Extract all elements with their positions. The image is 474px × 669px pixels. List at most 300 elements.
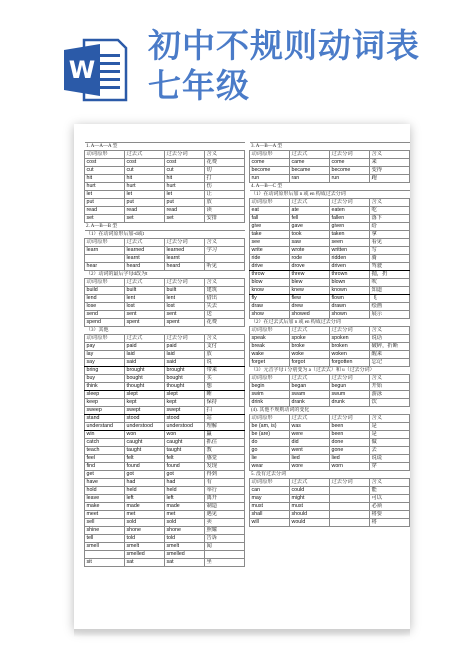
table-row [250,263,410,271]
past-tense-cell: swam [290,391,330,399]
past-participle-cell: met [165,511,205,519]
past-participle-cell: said [165,359,205,367]
past-tense-cell: drove [290,263,330,271]
past-tense-cell: learnt [125,255,165,263]
past-participle-cell: stood [165,415,205,423]
base-form-cell: build [85,287,125,295]
base-form-cell: 动词原形 [250,327,290,335]
base-form-cell: hold [85,487,125,495]
base-form-cell: 动词原形 [85,151,125,159]
meaning-cell: 将 [370,519,410,527]
past-tense-cell: 过去式 [125,279,165,287]
base-form-cell: give [250,223,290,231]
past-tense-cell: met [125,511,165,519]
meaning-cell: 支付 [205,343,245,351]
section-heading-text: 4. A—B—C 型 [250,183,410,191]
past-tense-cell: swept [125,407,165,415]
meaning-cell: 制造 [205,503,245,511]
past-tense-cell: left [125,495,165,503]
past-participle-cell: won [165,431,205,439]
base-form-cell: draw [250,303,290,311]
past-tense-cell: blew [290,279,330,287]
base-form-cell: cost [85,159,125,167]
verb-table-left [84,142,245,567]
section-heading [250,183,410,191]
past-participle-cell: hurt [165,183,205,191]
table-row [85,303,245,311]
table-row [250,431,410,439]
base-form-cell: meet [85,511,125,519]
table-row [85,287,245,295]
base-form-cell: be (are) [250,431,290,439]
past-participle-cell: 过去分词 [165,151,205,159]
past-tense-cell: ate [290,207,330,215]
past-tense-cell: felt [125,455,165,463]
cover-header [0,0,474,120]
base-form-cell: drive [250,263,290,271]
past-tense-cell: knew [290,287,330,295]
past-tense-cell: did [290,439,330,447]
base-form-cell: tell [85,535,125,543]
table-row [85,487,245,495]
table-row [85,535,245,543]
table-row [85,311,245,319]
past-tense-cell: shone [125,527,165,535]
past-tense-cell: read [125,207,165,215]
past-tense-cell: put [125,199,165,207]
section-heading-text: 3. A—B—A 型 [250,143,410,151]
base-form-cell: lend [85,295,125,303]
base-form-cell: send [85,311,125,319]
base-form-cell: 动词原形 [250,415,290,423]
meaning-cell: 卖 [205,519,245,527]
meaning-cell: 游泳 [370,391,410,399]
past-participle-cell: read [165,207,205,215]
table-row [85,463,245,471]
past-participle-cell: drunk [330,399,370,407]
base-form-cell: bring [85,367,125,375]
table-row [250,167,410,175]
meaning-cell: 花费 [205,159,245,167]
past-participle-cell: lied [330,455,370,463]
past-participle-cell: seen [330,239,370,247]
past-participle-cell: done [330,439,370,447]
past-participle-cell: left [165,495,205,503]
base-form-cell: catch [85,439,125,447]
past-participle-cell: hit [165,175,205,183]
past-tense-cell: thought [125,383,165,391]
meaning-cell: 切 [205,167,245,175]
base-form-cell: put [85,199,125,207]
past-participle-cell: 过去分词 [165,279,205,287]
past-tense-cell: cut [125,167,165,175]
meaning-cell: 离开 [205,495,245,503]
meaning-cell: 含义 [370,151,410,159]
table-row [85,559,245,567]
meaning-cell: 说 [205,359,245,367]
past-tense-cell: were [290,431,330,439]
base-form-cell: have [85,479,125,487]
past-tense-cell: gave [290,223,330,231]
section-heading [250,367,410,375]
past-tense-cell: smelt [125,543,165,551]
past-tense-cell: might [290,495,330,503]
meaning-cell: 放 [205,199,245,207]
past-participle-cell: laid [165,351,205,359]
table-row [250,207,410,215]
meaning-cell: 可以 [370,495,410,503]
meaning-cell: 含义 [370,375,410,383]
meaning-cell: 借出 [205,295,245,303]
past-tense-cell: spent [125,319,165,327]
base-form-cell: set [85,215,125,223]
meaning-cell: 发现 [205,463,245,471]
past-participle-cell: swum [330,391,370,399]
base-form-cell: read [85,207,125,215]
table-row [85,431,245,439]
meaning-cell: 含义 [370,415,410,423]
table-row [250,495,410,503]
table-row [250,295,410,303]
past-tense-cell: 过去式 [290,327,330,335]
base-form-cell: think [85,383,125,391]
meaning-cell: 去 [370,447,410,455]
table-header-row [85,335,245,343]
base-form-cell: hurt [85,183,125,191]
past-tense-cell: became [290,167,330,175]
meaning-cell: 忘记 [370,359,410,367]
meaning-cell: 骑 [370,255,410,263]
base-form-cell: take [250,231,290,239]
section-heading-text: （1）在动词原形后加-d或t [85,231,245,239]
base-form-cell: may [250,495,290,503]
past-participle-cell: taken [330,231,370,239]
verb-table-right [249,142,410,527]
table-row [85,183,245,191]
past-tense-cell: would [290,519,330,527]
meaning-cell: 含义 [205,335,245,343]
meaning-cell: 必须 [370,503,410,511]
table-row [85,295,245,303]
past-tense-cell: brought [125,367,165,375]
past-tense-cell: sold [125,519,165,527]
base-form-cell: write [250,247,290,255]
past-participle-cell: run [330,175,370,183]
past-tense-cell: lied [290,455,330,463]
past-participle-cell: eaten [330,207,370,215]
table-row [250,311,410,319]
word-logo-letter: W [68,56,96,84]
meaning-cell: 睡 [205,391,245,399]
base-form-cell: get [85,471,125,479]
meaning-cell: 展示 [370,311,410,319]
section-heading [85,231,245,239]
base-form-cell: lose [85,303,125,311]
base-form-cell: see [250,239,290,247]
section-heading-text: （2）动词的最后字母d改为t [85,271,245,279]
base-form-cell: run [250,175,290,183]
meaning-cell: 打 [205,175,245,183]
past-tense-cell: found [125,463,165,471]
past-tense-cell: 过去式 [290,151,330,159]
past-participle-cell: built [165,287,205,295]
base-form-cell [85,255,125,263]
table-row [250,447,410,455]
past-participle-cell: sat [165,559,205,567]
past-tense-cell: got [125,471,165,479]
meaning-cell: 伤 [205,183,245,191]
meaning-cell: 举行 [205,487,245,495]
table-row [250,335,410,343]
past-tense-cell: saw [290,239,330,247]
table-row [85,407,245,415]
table-row [250,511,410,519]
table-row [250,343,410,351]
section-heading [250,471,410,479]
meaning-cell: 含义 [370,479,410,487]
base-form-cell: understand [85,423,125,431]
meaning-cell: 站 [205,415,245,423]
meaning-cell: 开始 [370,383,410,391]
past-tense-cell: 过去式 [290,375,330,383]
past-participle-cell: 过去分词 [330,375,370,383]
base-form-cell: do [250,439,290,447]
past-participle-cell: become [330,167,370,175]
table-row [250,255,410,263]
past-tense-cell: sat [125,559,165,567]
past-participle-cell: come [330,159,370,167]
base-form-cell: come [250,159,290,167]
title-line-2: 七年级 [148,66,250,105]
meaning-cell: 告诉 [205,535,245,543]
table-row [85,351,245,359]
table-row [85,159,245,167]
base-form-cell: make [85,503,125,511]
past-participle-cell: told [165,535,205,543]
past-tense-cell: forgot [290,359,330,367]
table-row [85,199,245,207]
base-form-cell: fly [250,295,290,303]
past-tense-cell: wrote [290,247,330,255]
past-participle-cell [330,503,370,511]
past-tense-cell: wore [290,463,330,471]
past-tense-cell: slept [125,391,165,399]
word-document-icon [62,36,130,104]
past-participle-cell: blown [330,279,370,287]
table-row [250,351,410,359]
section-heading [250,143,410,151]
past-tense-cell: 过去式 [125,239,165,247]
table-row [250,175,410,183]
past-tense-cell: 过去式 [290,415,330,423]
past-participle-cell: bought [165,375,205,383]
past-participle-cell: smelled [165,551,205,559]
title-line-1: 初中不规则动词表 [148,26,420,65]
past-participle-cell: given [330,223,370,231]
base-form-cell: swim [250,391,290,399]
base-form-cell: 动词原形 [85,239,125,247]
table-row [250,503,410,511]
meaning-cell: 教 [205,447,245,455]
base-form-cell: teach [85,447,125,455]
base-form-cell: lay [85,351,125,359]
past-tense-cell: should [290,511,330,519]
past-tense-cell: could [290,487,330,495]
meaning-cell: 遇见 [205,511,245,519]
past-participle-cell: written [330,247,370,255]
section-heading [250,191,410,199]
meaning-cell [205,255,245,263]
table-row [85,343,245,351]
past-participle-cell: broken [330,343,370,351]
table-row [85,247,245,255]
past-participle-cell: kept [165,399,205,407]
meaning-cell: 含义 [205,239,245,247]
table-header-row [250,415,410,423]
past-participle-cell: paid [165,343,205,351]
past-participle-cell: caught [165,439,205,447]
table-row [85,543,245,551]
table-row [85,527,245,535]
base-form-cell: wake [250,351,290,359]
table-row [250,215,410,223]
past-participle-cell: lent [165,295,205,303]
meaning-cell: 理解 [205,423,245,431]
meaning-cell: 坐 [205,559,245,567]
section-heading-text: 1. A—A—A 型 [85,143,245,151]
past-participle-cell: learned [165,247,205,255]
table-row [85,359,245,367]
past-participle-cell: shown [330,311,370,319]
past-tense-cell: broke [290,343,330,351]
table-row [85,375,245,383]
past-participle-cell: 过去分词 [330,151,370,159]
past-participle-cell: thrown [330,271,370,279]
past-participle-cell: been [330,431,370,439]
past-participle-cell: driven [330,263,370,271]
past-tense-cell: understood [125,423,165,431]
meaning-cell: 拿 [370,231,410,239]
past-participle-cell: drawn [330,303,370,311]
meaning-cell: 照耀 [205,527,245,535]
table-header-row [85,239,245,247]
table-row [250,159,410,167]
past-participle-cell: smelt [165,543,205,551]
table-row [250,303,410,311]
past-tense-cell: sent [125,311,165,319]
base-form-cell: sell [85,519,125,527]
base-form-cell: 动词原形 [250,375,290,383]
meaning-cell: 是 [370,431,410,439]
base-form-cell: hit [85,175,125,183]
past-participle-cell: slept [165,391,205,399]
past-tense-cell: went [290,447,330,455]
base-form-cell: sit [85,559,125,567]
base-form-cell: fall [250,215,290,223]
meaning-cell: 饮 [370,399,410,407]
past-participle-cell: thought [165,383,205,391]
table-row [250,279,410,287]
table-row [85,399,245,407]
table-row [85,511,245,519]
past-tense-cell: lost [125,303,165,311]
section-heading-text: 5. 没有过去分词 [250,471,410,479]
past-participle-cell: shone [165,527,205,535]
past-tense-cell: cost [125,159,165,167]
base-form-cell: shine [85,527,125,535]
table-row [250,223,410,231]
table-header-row [85,151,245,159]
meaning-cell: 保持 [205,399,245,407]
past-tense-cell: must [290,503,330,511]
past-tense-cell: drank [290,399,330,407]
base-form-cell: drink [250,399,290,407]
meaning-cell: 吃 [370,207,410,215]
table-row [250,271,410,279]
meaning-cell: 含义 [370,199,410,207]
meaning-cell: 放 [205,351,245,359]
base-form-cell: break [250,343,290,351]
table-header-row [250,479,410,487]
table-row [85,471,245,479]
past-tense-cell: came [290,159,330,167]
past-participle-cell: made [165,503,205,511]
table-row [85,423,245,431]
base-form-cell: spend [85,319,125,327]
table-row [85,215,245,223]
base-form-cell: stand [85,415,125,423]
meaning-cell: 读 [205,207,245,215]
base-form-cell: 动词原形 [250,151,290,159]
base-form-cell: shall [250,511,290,519]
meaning-cell: 写 [370,247,410,255]
past-tense-cell: showed [290,311,330,319]
section-heading-text: (4). 其他不规则动词的变化 [250,407,410,415]
table-row [250,487,410,495]
meaning-cell: 是 [370,423,410,431]
past-participle-cell: understood [165,423,205,431]
past-tense-cell: fell [290,215,330,223]
table-row [250,439,410,447]
past-tense-cell: hurt [125,183,165,191]
past-participle-cell: swept [165,407,205,415]
table-row [85,263,245,271]
base-form-cell: forget [250,359,290,367]
base-form-cell: sleep [85,391,125,399]
table-row [250,463,410,471]
meaning-cell: 扫 [205,407,245,415]
past-tense-cell: 过去式 [290,199,330,207]
past-participle-cell: had [165,479,205,487]
meaning-cell: 驾驶 [370,263,410,271]
base-form-cell: go [250,447,290,455]
meaning-cell: 含义 [205,279,245,287]
table-row [85,439,245,447]
meaning-cell: 含义 [370,327,410,335]
meaning-cell: 变得 [370,167,410,175]
meaning-cell: 做 [370,439,410,447]
table-row [85,367,245,375]
past-participle-cell: 过去分词 [165,335,205,343]
table-header-row [250,151,410,159]
meaning-cell: 看见 [370,239,410,247]
past-participle-cell [330,495,370,503]
meaning-cell: 想 [205,383,245,391]
past-participle-cell: worn [330,463,370,471]
table-row [85,551,245,559]
table-row [250,399,410,407]
base-form-cell: 动词原形 [85,279,125,287]
